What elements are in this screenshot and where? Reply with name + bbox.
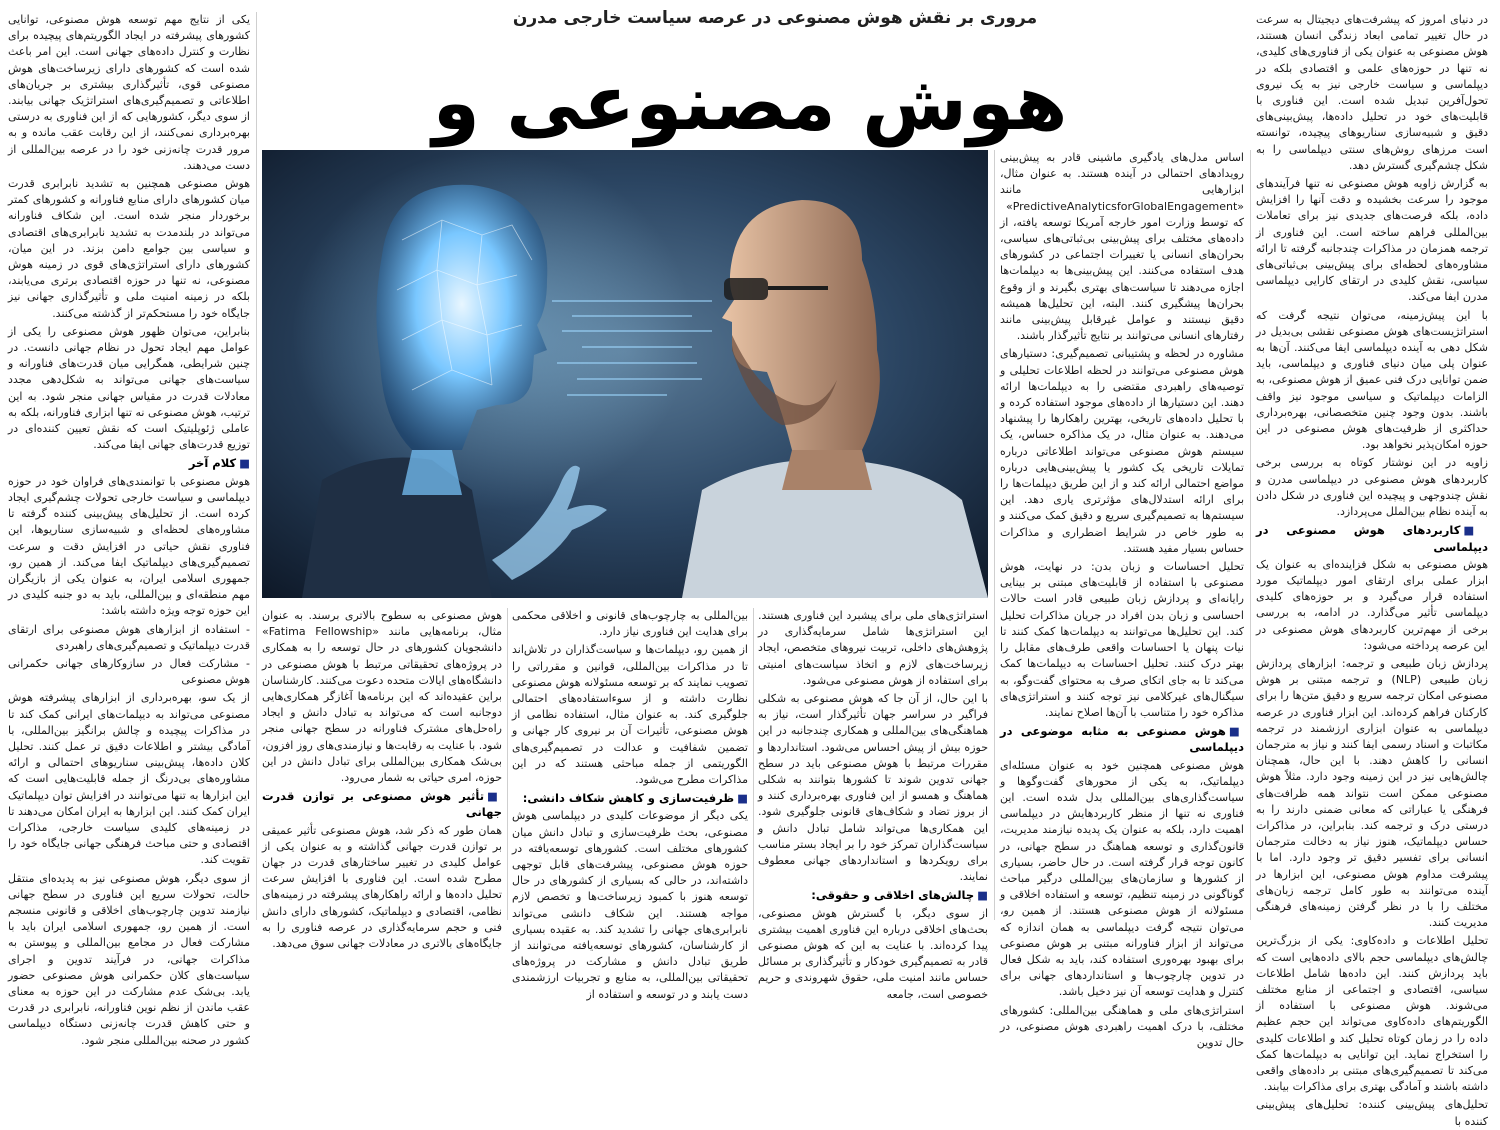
article-paragraph: هوش مصنوعی همچنین به تشدید نابرابری قدرت میان کشورهای دارای منابع فناورانه و کشورهای کمتر برخوردار منجر شده است. این شکاف فناورانه می‌تواند در بلندمدت به تشدید نابرابری‌های اقتصادی و سیاسی بین جوامع دامن بزند. در این میان، کشورهای دارای استراتژی‌های قوی در زمینه هوش مصنوعی، نه تنها در حوزه اقتصادی برتری می‌یابند، بلکه در زمینه امنیت ملی و تأثیرگذاری جهانی نیز جایگاه خود را مستحکم‌تر از گذشته می‌کنند. [8, 177, 250, 320]
article-paragraph: در دنیای امروز که پیشرفت‌های دیجیتال به سرعت در حال تغییر تمامی ابعاد زندگی انسان هستند، هوش مصنوعی به عنوان یکی از فناوری‌های کلیدی، نه تنها در حوزه‌های علمی و اقتصادی بلکه در دیپلماسی و سیاست خارجی نیز به یک نیروی تحول‌آفرین تبدیل شده است. این فناوری با قابلیت‌های خود در تحلیل داده‌ها، پیش‌بینی‌های دقیق و شبیه‌سازی سناریوهای پیچیده، توانسته است مرزهای روش‌های سنتی دیپلماسی را به شکل چشم‌گیری گسترش دهد. [1256, 13, 1488, 172]
article-paragraph: بین‌المللی به چارچوب‌های قانونی و اخلاقی محکمی برای هدایت این فناوری نیاز دارد. [512, 609, 748, 639]
article-paragraph: هوش مصنوعی به سطوح بالاتری برسند. به عنوان مثال، برنامه‌هایی مانند «Fatima Fellowship» دانشجویان کشورهای در حال توسعه را به همکاری در پروژه‌های تحقیقاتی مرتبط با هوش مصنوعی در دانشگاه‌های ایالات متحده دعوت می‌کنند. کارشناسان براین عقیده‌اند که این برنامه‌ها آغازگر همکاری‌هایی دوجانبه است که می‌تواند به تبادل دانش و ایجاد راه‌حل‌های مشترک فناورانه در سطح جهانی منجر شود. با عنایت به رقابت‌ها و نیازمندی‌های روز افزون، بی‌شک همکاری بین‌المللی برای تبادل دانش در این حوزه، امری حیاتی به شمار می‌رود. [262, 609, 502, 785]
article-paragraph: - مشارکت فعال در سازوکارهای جهانی حکمرانی هوش مصنوعی [8, 656, 250, 687]
section-heading [1000, 723, 1244, 755]
article-paragraph: به گزارش زاویه هوش مصنوعی نه تنها فرآیندهای موجود را سرعت بخشیده و دقت آنها را افزایش داده، بلکه فرصت‌های جدیدی نیز برای تعاملات بین‌المللی فراهم ساخته است. این فناوری از ترجمه همزمان در مذاکرات چندجانبه گرفته تا ارائه مشاوره‌های لحظه‌ای برای پیش‌بینی بی‌ثباتی‌های سیاسی، نقش کلیدی در ارتقای کارایی دیپلماسی مدرن ایفا می‌کند. [1256, 177, 1488, 304]
section-heading [512, 790, 748, 806]
column-5 [262, 608, 502, 951]
article-paragraph: از یک سو، بهره‌برداری از ابزارهای پیشرفته هوش مصنوعی می‌تواند به دیپلمات‌های ایرانی کمک کند تا در مذاکرات پیچیده و چالش برانگیز بین‌المللی، با آمادگی بیشتر و اطلاعات دقیق تر عمل کنند. تحلیل کلان داده‌ها، پیش‌بینی سناریوهای احتمالی و ارائه مشاوره‌های بی‌درنگ از جمله قابلیت‌هایی است که این ابزارها به تنها می‌توانند در افزایش توان دیپلماتیک ایران کمک کنند. این ابزارها به ایران امکان می‌دهند تا در زمینه‌های کلیدی سیاست خارجی، مذاکرات اقتصادی و حتی مباحث فرهنگی جهانی جایگاه خود را تقویت کند. [8, 691, 250, 867]
article-paragraph: هوش مصنوعی همچنین خود به عنوان مسئله‌ای دیپلماتیک، به یکی از محورهای گفت‌وگوها و سیاست‌گذاری‌های بین‌المللی بدل شده است. این فناوری نه تنها از منظر کاربردهایش در دیپلماسی اهمیت دارد، بلکه به عنوان یک پدیده نیازمند مدیریت، قانون‌گذاری و توسعه هماهنگ در سطح جهانی، در کانون توجه قرار گرفته است. در حال حاضر، بسیاری از کشورها و سازمان‌های بین‌المللی درگیر مباحث گوناگونی در زمینه تنظیم، توسعه و استفاده اخلاقی و مسئولانه از هوش مصنوعی هستند. از همین رو، می‌توان نتیجه گرفت دیپلماسی به همان اندازه که می‌تواند از ابزار فناورانه مبتنی بر هوش مصنوعی برای بهبود بهره‌وری استفاده کند، باید به شکل فعال در تدوین چارچوب‌ها و استانداردهای جهانی برای کنترل و هدایت توسعه آن نیز دخیل باشد. [1000, 758, 1244, 999]
article-paragraph: بنابراین، می‌توان ظهور هوش مصنوعی را یکی از عوامل مهم ایجاد تحول در نظام جهانی دانست. در چنین شرایطی، همگرایی میان قدرت‌های فناورانه و سیاست‌های جهانی می‌تواند به شکل‌دهی مجدد معادلات قدرت در مقیاس جهانی منجر شود. به این ترتیب، هوش مصنوعی نه تنها ابزاری فناورانه، بلکه به عاملی ژئوپلیتیک است که نقش تعیین کننده‌ای در توزیع قدرت‌های جهانی ایفا می‌کند. [8, 324, 250, 452]
section-heading-text: کاربردهای هوش مصنوعی در دیپلماسی [1256, 523, 1488, 554]
column-rule [994, 150, 995, 920]
article-paragraph: تحلیل اطلاعات و داده‌کاوی: یکی از بزرگ‌ترین چالش‌های دیپلماسی حجم بالای داده‌هایی است که باید پردازش کنند. این داده‌ها شامل اطلاعات سیاسی، اقتصادی و اجتماعی از منابع مختلف می‌شوند. هوش مصنوعی با استفاده از الگوریتم‌های داده‌کاوی می‌تواند این حجم عظیم داده را در زمان کوتاه تحلیل کند و اطلاعات کلیدی را استخراج نماید. این توانایی به دیپلمات‌ها کمک می‌کند تا تصمیم‌گیری‌های مبتنی بر داده‌های واقعی داشته باشند و آمادگی بهتری برای مذاکرات بیابند. [1256, 934, 1488, 1094]
article-paragraph: همان طور که ذکر شد، هوش مصنوعی تأثیر عمیقی بر توازن قدرت جهانی گذاشته و به عنوان یکی از عوامل کلیدی در تغییر ساختارهای قدرت در جهان مطرح شده است. این فناوری با افزایش سرعت تحلیل داده‌ها و ارائه راهکارهای پیشرفته در زمینه‌های نظامی، اقتصادی و دیپلماتیک، کشورهای دارای دانش فنی و حجم سرمایه‌گذاری در عرصه فناوری را به جایگاه‌های بالاتری در معادلات جهانی سوق می‌دهد. [262, 823, 502, 951]
article-paragraph: با این پیش‌زمینه، می‌توان نتیجه گرفت که استراتژیست‌های هوش مصنوعی نقشی بی‌بدیل در شکل دهی به آینده دیپلماسی ایفا می‌کنند. آن‌ها به عنوان پلی میان دنیای فناوری و دیپلماسی، باید ضمن توانایی درک فنی عمیق از هوش مصنوعی، به الزامات دیپلماتیک و سیاسی موجود نیز واقف باشند. بدون وجود چنین متخصصانی، بهره‌برداری حداکثری از ظرفیت‌های هوش مصنوعی در این حوزه امکان‌پذیر نخواهد بود. [1256, 308, 1488, 452]
column-1 [1256, 12, 1489, 1128]
article-paragraph: - استفاده از ابزارهای هوش مصنوعی برای ارتقای قدرت دیپلماتیک و تصمیم‌گیری‌های راهبردی [8, 622, 250, 652]
column-rule [507, 608, 508, 920]
article-paragraph: زاویه در این نوشتار کوتاه به بررسی برخی کاربردهای هوش مصنوعی در دیپلماسی مدرن و نقش چندوجهی و پیچیده این فناوری در شکل دادن به آینده نظام بین‌الملل می‌پردازد. [1256, 456, 1488, 519]
square-bullet-icon: ■ [977, 888, 988, 903]
column-4 [512, 608, 748, 1001]
article-paragraph: مشاوره در لحظه و پشتیبانی تصمیم‌گیری: دستیارهای هوش مصنوعی می‌توانند در لحظه اطلاعات تحلیلی و توصیه‌های راهبردی مقتضی را به دیپلمات‌ها ارائه دهند. این دستیارها از داده‌های موجود استفاده کرده و با تحلیل داده‌های تاریخی، بهترین راهکارها را پیشنهاد می‌دهند. به عنوان مثال، در یک مذاکره حساس، یک سیستم هوش مصنوعی می‌تواند اطلاعاتی درباره تمایلات تاریخی یک کشور یا پیش‌بینی‌هایی درباره مواضع احتمالی ارائه کند و از این طریق دیپلمات‌ها را برای ارائه استدلال‌های مؤثرتری یاری دهد. این سیستم‌ها به تصمیم‌گیری سریع و دقیق کمک می‌کنند و به طور خاص در شرایط اضطراری و مذاکرات حساس بسیار مفید هستند. [1000, 347, 1244, 555]
square-bullet-icon: ■ [239, 456, 250, 471]
column-6 [8, 12, 250, 1047]
section-heading [1256, 522, 1488, 554]
section-heading-text: تأثیر هوش مصنوعی بر توازن قدرت جهانی [262, 789, 502, 820]
article-paragraph: هوش مصنوعی با توانمندی‌های فراوان خود در حوزه دیپلماسی و سیاست خارجی تحولات چشم‌گیری ایجاد کرده است. از تحلیل‌های پیش‌بینی کننده گرفته تا مشاوره‌های لحظه‌ای و شبیه‌سازی سناریوها، این فناوری نقش حیاتی در افزایش دقت و سرعت تصمیم‌گیری‌های دیپلماتیک ایفا می‌کند. از همین رو، جمهوری اسلامی ایران، به عنوان یکی از بازیگران مهم منطقه‌ای و بین‌المللی، باید به دو جنبه کلیدی در این حوزه توجه ویژه داشته باشد: [8, 474, 250, 618]
article-paragraph: یکی از نتایج مهم توسعه هوش مصنوعی، توانایی کشورهای پیشرفته در ایجاد الگوریتم‌های پیچیده برای نظارت و کنترل داده‌های جهانی است. این امر باعث شده است که کشورهای دارای زیرساخت‌های هوش مصنوعی قوی، تأثیرگذاری بیشتری بر جریان‌های اطلاعاتی و تصمیم‌گیری‌های استراتژیک جهانی بیابند. از سوی دیگر، کشورهایی که از این فناوری به درستی بهره‌برداری نمی‌کنند، از این رقابت عقب مانده و به مرور قدرت چانه‌زنی خود را در عرصه بین‌المللی از دست می‌دهند. [8, 13, 250, 172]
column-rule [753, 608, 754, 920]
square-bullet-icon: ■ [1228, 724, 1244, 739]
article-photo [262, 150, 988, 598]
article-paragraph: اساس مدل‌های یادگیری ماشینی قادر به پیش‌بینی رویدادهای احتمالی در آینده هستند. به عنوان مثال، ابزارهایی مانند «PredictiveAnalyticsforGlobalEngagement» که توسط وزارت امور خارجه آمریکا توسعه یافته، از داده‌های مختلف برای پیش‌بینی بی‌ثباتی‌های سیاسی، بحران‌های انسانی یا تغییرات اجتماعی در کشورهای هدف استفاده می‌کنند. این پیش‌بینی‌ها به دیپلمات‌ها اجازه می‌دهند تا سیاست‌های بهتری بگیرند و از وقوع بحران‌ها پیشگیری کنند. البته، این تحلیل‌ها همیشه دقیق نیستند و عوامل غیرقابل پیش‌بینی مانند رفتارهای انسانی می‌توانند بر نتایج تأثیرگذار باشند. [1000, 151, 1244, 343]
section-heading [262, 788, 502, 820]
column-rule [1250, 150, 1251, 920]
article-headline: هوش مصنوعی و [432, 58, 1068, 147]
article-paragraph: استراتژی‌های ملی برای پیشبرد این فناوری هستند. این استراتژی‌ها شامل سرمایه‌گذاری در پژوهش‌های داخلی، تربیت نیروهای متخصص، ایجاد زیرساخت‌های لازم و اتخاذ سیاست‌های امنیتی برای استفاده از هوش مصنوعی می‌شود. [758, 609, 988, 687]
article-paragraph: تحلیل‌های پیش‌بینی کننده: تحلیل‌های پیش‌بینی کننده با [1256, 1098, 1488, 1128]
section-heading-text: کلام آخر [188, 456, 237, 471]
article-paragraph: پردازش زبان طبیعی و ترجمه: ابزارهای پردازش زبان طبیعی (NLP) و ترجمه مبتنی بر هوش مصنوعی امکان ترجمه سریع و دقیق متن‌ها را برای کارکنان فراهم کرده‌اند. این ابزار فناوری در عرصه دیپلماسی به عنوان ابزاری ارزشمند در ترجمه مکاتبات و اسناد رسمی ایفا کنند و نیاز به مترجمان انسانی را کاهش دهند. با این حال، همچنان چالش‌هایی نیز در این زمینه وجود دارد. مثلاً هوش مصنوعی ممکن است نتواند همه ظرافت‌های فرهنگی یا عباراتی که معانی ضمنی دارند را به درستی درک و ترجمه کند. بنابراین، در مذاکرات حساس دیپلماتیک، هنوز نیاز به دخالت مترجمان انسانی برای تفسیر دقیق تر وجود دارد. اما با پیشرفت مداوم هوش مصنوعی، این ابزارها در آینده می‌توانند به طور کامل ترجمه زبان‌های مختلف را با در نظر گرفتن زمینه‌های فرهنگی مدیریت کنند. [1256, 656, 1488, 930]
article-paragraph: تحلیل احساسات و زبان بدن: در نهایت، هوش مصنوعی با استفاده از قابلیت‌های مبتنی بر بینایی رایانه‌ای و پردازش زبان طبیعی قادر است حالات احساسی و زبان بدن افراد در جریان مذاکرات تحلیل کند. این تحلیل‌ها می‌توانند به دیپلمات‌ها کمک کنند تا نیات پنهان یا احساسات واقعی طرف‌های مقابل را بهتر درک کنند. تحلیل احساسات به دیپلمات‌ها کمک می‌کند تا به جای اتکای صرف به محتوای گفت‌وگو، به سیگنال‌های غیرکلامی نیز توجه کنند و استراتژی‌های مذاکره خود را متناسب با آن‌ها اصلاح نمایند. [1000, 560, 1244, 719]
section-heading-text: ظرفیت‌سازی و کاهش شکاف دانشی: [522, 791, 735, 806]
section-heading [758, 887, 988, 903]
article-paragraph: هوش مصنوعی به شکل فزاینده‌ای به عنوان یک ابزار عملی برای ارتقای امور دیپلماتیک مورد استفاده قرار می‌گیرد و بر حوزه‌های کلیدی دیپلماسی تأثیر می‌گذارد. در ادامه، به بررسی برخی از مهم‌ترین کاربردهای هوش مصنوعی در این عرصه پرداخته می‌شود: [1256, 557, 1488, 652]
column-3 [758, 608, 988, 1001]
section-heading-text: هوش مصنوعی به مثابه موضوعی در دیپلماسی [1000, 724, 1244, 755]
section-heading-text: چالش‌های اخلاقی و حقوقی: [811, 888, 975, 903]
section-heading [8, 455, 250, 471]
square-bullet-icon: ■ [1463, 523, 1489, 538]
square-bullet-icon: ■ [737, 791, 748, 806]
column-2 [1000, 150, 1244, 1049]
article-kicker: مروری بر نقش هوش مصنوعی در عرصه سیاست خارجی مدرن [512, 8, 1038, 28]
article-paragraph: یکی دیگر از موضوعات کلیدی در دیپلماسی هوش مصنوعی، بحث ظرفیت‌سازی و تبادل دانش میان کشورهای مختلف است. کشورهای توسعه‌یافته در حوزه هوش مصنوعی، پیشرفت‌های قابل توجهی داشته‌اند، در حالی که بسیاری از کشورهای در حال توسعه هنوز با کمبود زیرساخت‌ها و تخصص لازم مواجه هستند. این شکاف دانشی می‌تواند نابرابری‌های جهانی را تشدید کند. به عقیده بسیاری از کارشناسان، کشورهای توسعه‌یافته می‌توانند از طریق تبادل دانش و مشارکت در پروژه‌های تحقیقاتی بین‌المللی، به منابع و تجربیات ارزشمندی دست یابند و در توسعه و استفاده از [512, 809, 748, 1001]
article-paragraph: از همین رو، دیپلمات‌ها و سیاست‌گذاران در تلاش‌اند تا در مذاکرات بین‌المللی، قوانین و مقرراتی را تصویب نمایند که بر توسعه مسئولانه هوش مصنوعی نظارت داشته و از سوءاستفاده‌های احتمالی جلوگیری کند. به عنوان مثال، استفاده نظامی از هوش مصنوعی، تأثیرات آن بر نیروی کار جهانی و تضمین شفافیت و عدالت در تصمیم‌گیری‌های الگوریتمی از جمله مباحثی هستند که در این مذاکرات مطرح می‌شود. [512, 643, 748, 787]
article-paragraph: از سوی دیگر، با گسترش هوش مصنوعی، بحث‌های اخلاقی درباره این فناوری اهمیت بیشتری پیدا کرده‌اند. با عنایت به این که هوش مصنوعی قادر به تصمیم‌گیری خودکار و تأثیرگذاری بر مسائل حساس مانند امنیت ملی، حقوق شهروندی و حریم خصوصی است، جامعه [758, 906, 988, 1001]
article-paragraph: از سوی دیگر، هوش مصنوعی نیز به پدیده‌ای منتقل حالت، تحولات سریع این فناوری در سطح جهانی نیازمند تدوین چارچوب‌های اخلاقی و قانونی منسجم است. از همین رو، جمهوری اسلامی ایران باید با مشارکت فعال در مجامع بین‌المللی و پیوستن به مذاکرات جهانی، در فرآیند تدوین و اجرای سیاست‌های کلان حکمرانی هوش مصنوعی حضور یابد. بی‌شک عدم مشارکت در این حوزه به معنای عقب ماندن از نظم نوین فناورانه، نابرابری در قدرت و حتی کاهش قدرت چانه‌زنی دستگاه دیپلماسی کشور در صحنه بین‌المللی منجر شود. [8, 871, 250, 1047]
square-bullet-icon: ■ [487, 789, 502, 804]
article-paragraph: با این حال، از آن جا که هوش مصنوعی به شکلی فراگیر در سراسر جهان تأثیرگذار است، نیاز به هماهنگی‌های بین‌المللی و همکاری چندجانبه در این حوزه بیش از پیش احساس می‌شود. استانداردها و مقررات مرتبط با هوش مصنوعی باید در سطح جهانی تدوین شوند تا کشورها بتوانند به شکلی هماهنگ و همسو از این فناوری بهره‌برداری کنند و از بروز تضاد و شکاف‌های قانونی جلوگیری شود. این همکاری‌ها می‌تواند شامل تبادل دانش و سیاست‌گذاران تمرکز خود را بر ایجاد بستر مناسب برای رویکردها و استانداردهای جهانی معطوف نمایند. [758, 692, 988, 884]
column-rule [256, 12, 257, 920]
article-paragraph: استراتژی‌های ملی و هماهنگی بین‌المللی: کشورهای مختلف، با درک اهمیت راهبردی هوش مصنوعی، در حال تدوین [1000, 1003, 1244, 1049]
